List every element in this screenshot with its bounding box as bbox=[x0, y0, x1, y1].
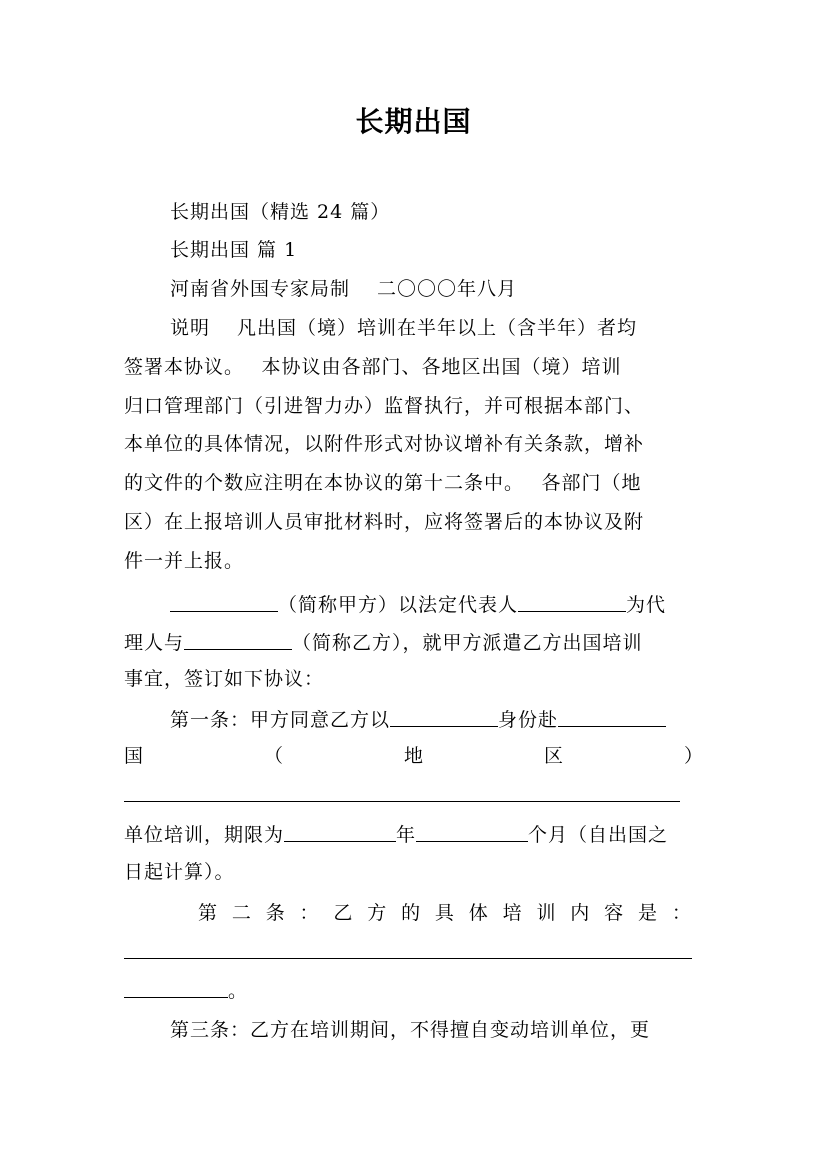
article-1-di: 地 bbox=[403, 745, 424, 767]
identity-blank[interactable] bbox=[390, 706, 498, 727]
party-a-blank[interactable] bbox=[170, 591, 278, 612]
training-content-blank[interactable] bbox=[124, 958, 692, 959]
representative-blank[interactable] bbox=[518, 591, 626, 612]
party-b-prefix: 理人与 bbox=[124, 632, 185, 654]
section-heading: 长期出国 篇 1 bbox=[170, 239, 298, 261]
article-1-qu: 区 bbox=[543, 745, 564, 767]
note-line-3: 归口管理部门（引进智力办）监督执行，并可根据本部门、 bbox=[124, 395, 645, 417]
months-blank[interactable] bbox=[416, 821, 528, 842]
note-line-1: 说明 凡出国（境）培训在半年以上（含半年）者均 bbox=[170, 317, 638, 339]
article-1-year: 年 bbox=[396, 824, 417, 846]
article-2-char: 二 bbox=[231, 902, 252, 924]
article-2-char: 培 bbox=[502, 902, 523, 924]
party-a-suffix: （简称甲方）以法定代表人 bbox=[278, 594, 519, 616]
article-1-month: 个月（自出国之 bbox=[528, 824, 669, 846]
article-2-line-1 bbox=[198, 900, 692, 926]
note-line-6: 区）在上报培训人员审批材料时，应将签署后的本协议及附 bbox=[124, 511, 645, 533]
training-unit-blank[interactable] bbox=[124, 801, 680, 802]
article-1-country: 国 bbox=[124, 745, 145, 767]
article-1-line-2 bbox=[124, 743, 704, 769]
article-2-char: 方 bbox=[367, 902, 388, 924]
training-content-blank-end[interactable] bbox=[124, 977, 228, 998]
article-1-line-3 bbox=[124, 820, 704, 848]
article-1-prefix: 第一条：甲方同意乙方以 bbox=[170, 709, 391, 731]
article-1-unit-prefix: 单位培训，期限为 bbox=[124, 824, 285, 846]
years-blank[interactable] bbox=[284, 821, 396, 842]
article-2-char: 具 bbox=[434, 902, 455, 924]
article-2-char: 条 bbox=[265, 902, 286, 924]
article-2-char: 第 bbox=[198, 902, 219, 924]
article-1-line-4: 日起计算）。 bbox=[124, 861, 235, 883]
party-a-end: 为代 bbox=[626, 594, 667, 616]
party-b-blank[interactable] bbox=[184, 629, 292, 650]
article-1-mid: 身份赴 bbox=[498, 709, 559, 731]
article-2-char: 训 bbox=[536, 902, 557, 924]
article-3-line-1: 第三条：乙方在培训期间，不得擅自变动培训单位，更 bbox=[170, 1019, 651, 1041]
article-2-char: 是 bbox=[637, 902, 658, 924]
article-2-char: 容 bbox=[604, 902, 625, 924]
party-b-suffix: （简称乙方），就甲方派遣乙方出国培训 bbox=[292, 632, 643, 654]
party-a-line bbox=[170, 590, 704, 618]
article-2-char: 的 bbox=[401, 902, 422, 924]
note-line-5: 的文件的个数应注明在本协议的第十二条中。 各部门（地 bbox=[124, 472, 642, 494]
issuer-line: 河南省外国专家局制 二〇〇〇年八月 bbox=[170, 278, 518, 300]
note-line-7: 件一并上报。 bbox=[124, 550, 245, 572]
article-2-char: ： bbox=[299, 902, 320, 924]
article-2-end: 。 bbox=[228, 980, 249, 1002]
destination-blank[interactable] bbox=[558, 706, 666, 727]
subtitle: 长期出国（精选 24 篇） bbox=[170, 201, 391, 223]
document-title: 长期出国 bbox=[355, 105, 472, 138]
article-2-char: 乙 bbox=[333, 902, 354, 924]
note-line-4: 本单位的具体情况，以附件形式对协议增补有关条款，增补 bbox=[124, 433, 645, 455]
article-2-char: 内 bbox=[570, 902, 591, 924]
article-1-line-1 bbox=[170, 705, 704, 733]
party-b-line bbox=[124, 628, 704, 656]
article-2-line-3 bbox=[124, 976, 704, 1004]
article-2-char: 体 bbox=[468, 902, 489, 924]
article-2-char: ： bbox=[671, 902, 692, 924]
article-1-close-paren: ） bbox=[683, 745, 704, 767]
article-1-open-paren: （ bbox=[263, 745, 284, 767]
party-b-end-line: 事宜，签订如下协议： bbox=[124, 668, 325, 690]
note-line-2: 签署本协议。 本协议由各部门、各地区出国（境）培训 bbox=[124, 356, 622, 378]
